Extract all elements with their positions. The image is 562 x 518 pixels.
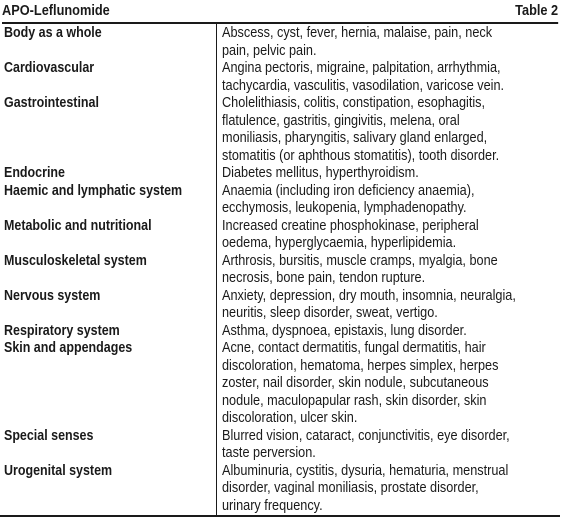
- adverse-effects-line: stomatitis (or aphthous stomatitis), tooth disorder.: [222, 147, 500, 164]
- body-system-category: Gastrointestinal: [4, 95, 99, 111]
- adverse-effects-cell: [222, 253, 553, 288]
- adverse-effects-cell: [222, 25, 553, 60]
- body-system-category: Cardiovascular: [4, 60, 95, 76]
- adverse-effects-line: discoloration, ulcer skin.: [222, 410, 358, 426]
- adverse-effects-line: discoloration, hematoma, herpes simplex, herpes: [222, 357, 499, 374]
- adverse-effects-line: urinary frequency.: [222, 497, 323, 514]
- body-system-category: Skin and appendages: [4, 340, 133, 356]
- body-system-category: Endocrine: [4, 165, 65, 181]
- adverse-effects-line: moniliasis, pharyngitis, salivary gland enlarged,: [222, 130, 488, 146]
- adverse-effects-line: Increased creatine phosphokinase, peripheral: [222, 217, 479, 234]
- body-system-category: Special senses: [4, 427, 94, 444]
- adverse-effects-line: Anxiety, depression, dry mouth, insomnia, neuralgia,: [222, 287, 516, 304]
- adverse-effects-line: taste perversion.: [222, 445, 316, 461]
- adverse-events-table: [0, 23, 560, 517]
- adverse-effects-line: flatulence, gastritis, gingivitis, melena, oral: [222, 112, 460, 129]
- adverse-effects-line: Asthma, dyspnoea, epistaxis, lung disorder.: [222, 322, 467, 339]
- body-system-category: Respiratory system: [4, 322, 120, 339]
- adverse-effects-line: Albuminuria, cystitis, dysuria, hematuria, menstrual: [222, 462, 509, 479]
- adverse-effects-cell: [222, 288, 553, 323]
- body-system-category: Urogenital system: [4, 462, 113, 479]
- adverse-effects-line: disorder, vaginal moniliasis, prostate disorder,: [222, 480, 479, 496]
- body-system-category: Metabolic and nutritional: [4, 217, 152, 234]
- adverse-effects-cell: [222, 95, 553, 165]
- body-system-category: Musculoskeletal system: [4, 252, 147, 269]
- adverse-effects-line: Arthrosis, bursitis, muscle cramps, myalgia, bone: [222, 252, 498, 269]
- adverse-effects-line: oedema, hyperglycaemia, hyperlipidemia.: [222, 235, 457, 251]
- adverse-effects-cell: [222, 340, 553, 428]
- body-system-category: Body as a whole: [4, 25, 102, 41]
- adverse-effects-line: ecchymosis, leukopenia, lymphadenopathy.: [222, 200, 467, 216]
- adverse-effects-cell: [222, 463, 553, 516]
- adverse-effects-line: pain, pelvic pain.: [222, 42, 317, 59]
- adverse-effects-line: Acne, contact dermatitis, fungal dermatitis, hair: [222, 340, 486, 356]
- body-system-category: Nervous system: [4, 287, 101, 304]
- adverse-effects-line: zoster, nail disorder, skin nodule, subcutaneous: [222, 375, 489, 391]
- adverse-effects-line: Abscess, cyst, fever, hernia, malaise, pain, neck: [222, 25, 493, 41]
- adverse-effects-cell: [222, 428, 553, 463]
- adverse-effects-cell: [222, 218, 553, 253]
- document-title: APO-Leflunomide: [2, 3, 110, 19]
- adverse-effects-line: nodule, maculopapular rash, skin disorder, skin: [222, 392, 487, 409]
- table-label: Table 2: [515, 3, 559, 19]
- table-title-bar: [2, 1, 558, 24]
- adverse-effects-line: Cholelithiasis, colitis, constipation, esophagitis,: [222, 95, 486, 111]
- adverse-effects-line: Blurred vision, cataract, conjunctivitis, eye disorder,: [222, 427, 510, 444]
- column-divider: [216, 23, 217, 515]
- adverse-effects-line: neuritis, sleep disorder, sweat, vertigo.: [222, 305, 438, 321]
- adverse-effects-cell: [222, 165, 553, 183]
- adverse-effects-cell: [222, 183, 553, 218]
- adverse-effects-line: necrosis, bone pain, tendon rupture.: [222, 270, 426, 286]
- adverse-effects-line: tachycardia, vasculitis, vasodilation, varicose vein.: [222, 77, 505, 94]
- adverse-effects-cell: [222, 60, 553, 95]
- adverse-effects-cell: [222, 323, 553, 341]
- adverse-effects-line: Anaemia (including iron deficiency anaemia),: [222, 182, 475, 199]
- adverse-effects-line: Diabetes mellitus, hyperthyroidism.: [222, 165, 419, 181]
- body-system-category: Haemic and lymphatic system: [4, 182, 183, 199]
- adverse-effects-line: Angina pectoris, migraine, palpitation, arrhythmia,: [222, 60, 501, 76]
